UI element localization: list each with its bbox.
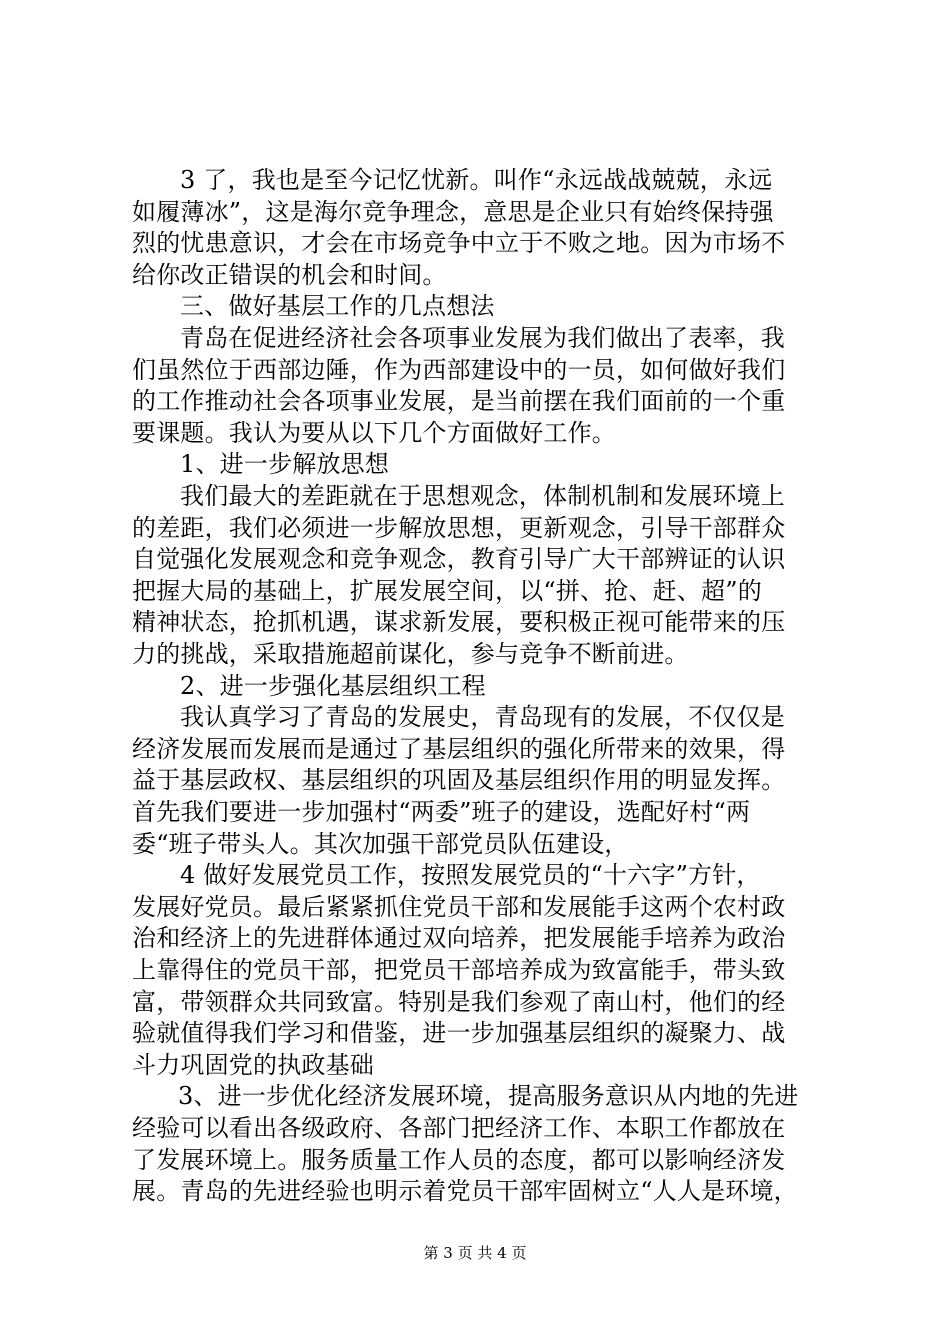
text-line: 烈的忧患意识，才会在市场竞争中立于不败之地。因为市场不 (132, 229, 786, 257)
text-line: 的工作推动社会各项事业发展，是当前摆在我们面前的一个重 (132, 387, 786, 415)
text-line: 要课题。我认为要从以下几个方面做好工作。 (132, 419, 616, 447)
text-line: 经济发展而发展而是通过了基层组织的强化所带来的效果，得 (132, 735, 786, 763)
text-line: 4 做好发展党员工作，按照发展党员的“十六字”方针， (180, 861, 761, 889)
text-line: 把握大局的基础上，扩展发展空间，以“拼、抢、赶、超”的 (132, 577, 762, 605)
text-line: 给你改正错误的机会和时间。 (132, 261, 447, 289)
text-line: 们虽然位于西部边陲，作为西部建设中的一员，如何做好我们 (132, 356, 786, 384)
section-heading: 三、做好基层工作的几点想法 (180, 292, 495, 320)
text-line: 3 了，我也是至今记忆忧新。叫作“永远战战兢兢，永远 (180, 166, 773, 194)
page-number-footer: 第 3 页 共 4 页 (423, 1244, 527, 1262)
text-line: 了发展环境上。服务质量工作人员的态度，都可以影响经济发 (132, 1146, 786, 1174)
text-line: 我认真学习了青岛的发展史，青岛现有的发展，不仅仅是 (180, 703, 785, 731)
text-line: 展。青岛的先进经验也明示着党员干部牢固树立“人人是环境， (132, 1177, 798, 1205)
text-line: 验就值得我们学习和借鉴，进一步加强基层组织的凝聚力、战 (132, 1019, 786, 1047)
text-line: 斗力巩固党的执政基础 (132, 1051, 374, 1079)
text-line: 我们最大的差距就在于思想观念，体制机制和发展环境上 (180, 482, 785, 510)
text-line: 委“班子带头人。其次加强干部党员队伍建设， (132, 830, 629, 858)
text-line: 精神状态，抢抓机遇，谋求新发展，要积极正视可能带来的压 (132, 608, 786, 636)
text-line: 发展好党员。最后紧紧抓住党员干部和发展能手这两个农村政 (132, 893, 786, 921)
text-line: 力的挑战，采取措施超前谋化，参与竞争不断前进。 (132, 640, 689, 668)
text-line: 首先我们要进一步加强村“两委”班子的建设，选配好村“两 (132, 798, 751, 826)
subsection-heading: 2、进一步强化基层组织工程 (180, 672, 486, 700)
text-line: 青岛在促进经济社会各项事业发展为我们做出了表率，我 (180, 324, 785, 352)
text-line: 富，带领群众共同致富。特别是我们参观了南山村，他们的经 (132, 988, 786, 1016)
text-line: 的差距，我们必须进一步解放思想，更新观念，引导干部群众 (132, 514, 786, 542)
text-line: 经验可以看出各级政府、各部门把经济工作、本职工作都放在 (132, 1114, 786, 1142)
text-line: 治和经济上的先进群体通过双向培养，把发展能手培养为政治 (132, 924, 786, 952)
text-line: 益于基层政权、基层组织的巩固及基层组织作用的明显发挥。 (132, 766, 786, 794)
text-line: 如履薄冰”，这是海尔竞争理念，意思是企业只有始终保持强 (132, 198, 774, 226)
text-line: 自觉强化发展观念和竞争观念，教育引导广大干部辨证的认识 (132, 545, 786, 573)
text-line: 3、进一步优化经济发展环境，提高服务意识从内地的先进 (178, 1082, 799, 1110)
subsection-heading: 1、进一步解放思想 (180, 450, 390, 478)
text-line: 上靠得住的党员干部，把党员干部培养成为致富能手，带头致 (132, 956, 786, 984)
